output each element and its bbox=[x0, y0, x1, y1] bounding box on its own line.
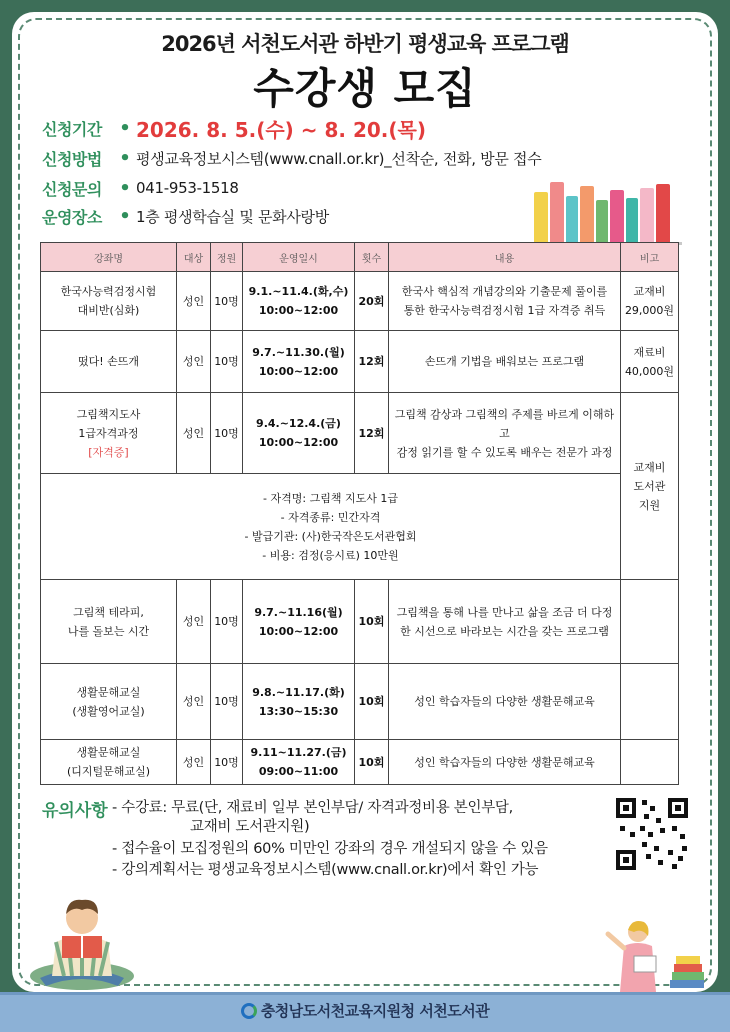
course-note bbox=[621, 664, 679, 740]
course-schedule: 9.7.~11.30.(월) 10:00~12:00 bbox=[243, 331, 355, 393]
course-note: 교재비 29,000원 bbox=[621, 272, 679, 331]
course-content: 그림책 감상과 그림책의 주제를 바르게 이해하고 감정 읽기를 할 수 있도록 배우는 전문가 과정 bbox=[389, 393, 621, 474]
bullet-icon: • bbox=[119, 117, 131, 139]
course-count: 12회 bbox=[355, 393, 389, 474]
footer-org: 충청남도서천교육지원청 서천도서관 bbox=[0, 1000, 730, 1021]
teacher-illustration bbox=[598, 916, 708, 992]
table-row bbox=[41, 740, 679, 785]
course-target: 성인 bbox=[177, 740, 211, 785]
info-label: 신청문의 bbox=[42, 179, 102, 199]
certificate-detail: - 자격명: 그림책 지도사 1급 - 자격종류: 민간자격 - 발급기관: (사)한국작은도서관협회 - 비용: 검정(응시료) 10만원 bbox=[41, 474, 621, 580]
info-label: 신청기간 bbox=[42, 119, 102, 139]
bullet-icon: • bbox=[119, 177, 131, 199]
course-schedule: 9.11~11.27.(금) 09:00~11:00 bbox=[243, 740, 355, 785]
course-target: 성인 bbox=[177, 331, 211, 393]
books-illustration bbox=[532, 176, 682, 242]
course-name: 생활문해교실 (생활영어교실) bbox=[41, 664, 177, 740]
info-value: 1층 평생학습실 및 문화사랑방 bbox=[136, 207, 329, 226]
table-row bbox=[41, 664, 679, 740]
table-row bbox=[41, 272, 679, 331]
col-header: 운영일시 bbox=[243, 243, 355, 272]
info-value: 평생교육정보시스템(www.cnall.or.kr)_선착순, 전화, 방문 접수 bbox=[136, 149, 542, 168]
course-schedule: 9.7.~11.16(월) 10:00~12:00 bbox=[243, 580, 355, 664]
poster-subtitle: 2026년 서천도서관 하반기 평생교육 프로그램 bbox=[161, 32, 569, 56]
course-count: 20회 bbox=[355, 272, 389, 331]
course-capacity: 10명 bbox=[211, 740, 243, 785]
bullet-icon: • bbox=[119, 205, 131, 227]
course-content: 성인 학습자들의 다양한 생활문해교육 bbox=[389, 664, 621, 740]
course-note: 교재비 도서관 지원 bbox=[621, 393, 679, 580]
col-header: 강좌명 bbox=[41, 243, 177, 272]
course-capacity: 10명 bbox=[211, 393, 243, 474]
course-content: 손뜨개 기법을 배워보는 프로그램 bbox=[389, 331, 621, 393]
table-row-detail bbox=[41, 474, 679, 580]
col-header: 횟수 bbox=[355, 243, 389, 272]
info-label: 신청방법 bbox=[42, 149, 102, 169]
col-header: 대상 bbox=[177, 243, 211, 272]
course-target: 성인 bbox=[177, 272, 211, 331]
info-label: 운영장소 bbox=[42, 207, 102, 227]
col-header: 내용 bbox=[389, 243, 621, 272]
library-logo-icon bbox=[241, 1003, 257, 1019]
program-table bbox=[40, 242, 679, 785]
course-note bbox=[621, 740, 679, 785]
course-target: 성인 bbox=[177, 393, 211, 474]
course-capacity: 10명 bbox=[211, 580, 243, 664]
reader-illustration bbox=[22, 880, 142, 992]
info-value: 2026. 8. 5.(수) ~ 8. 20.(목) bbox=[136, 117, 427, 142]
course-schedule: 9.4.~12.4.(금) 10:00~12:00 bbox=[243, 393, 355, 474]
info-method bbox=[42, 145, 541, 171]
course-content: 성인 학습자들의 다양한 생활문해교육 bbox=[389, 740, 621, 785]
qr-code-icon[interactable] bbox=[616, 798, 688, 870]
notice-line: - 수강료: 무료(단, 재료비 일부 본인부담/ 자격과정비용 본인부담, bbox=[112, 800, 513, 816]
course-note: 재료비 40,000원 bbox=[621, 331, 679, 393]
course-capacity: 10명 bbox=[211, 664, 243, 740]
course-note bbox=[621, 580, 679, 664]
course-schedule: 9.8.~11.17.(화) 13:30~15:30 bbox=[243, 664, 355, 740]
course-target: 성인 bbox=[177, 664, 211, 740]
course-count: 12회 bbox=[355, 331, 389, 393]
course-name: 떴다! 손뜨개 bbox=[41, 331, 177, 393]
course-count: 10회 bbox=[355, 580, 389, 664]
info-contact bbox=[42, 175, 239, 201]
notice-line: 교재비 도서관지원) bbox=[190, 819, 310, 835]
course-content: 그림책을 통해 나를 만나고 삶을 조금 더 다정 한 시선으로 바라보는 시간을 갖는 프로그램 bbox=[389, 580, 621, 664]
table-row bbox=[41, 580, 679, 664]
table-row bbox=[41, 331, 679, 393]
info-location bbox=[42, 203, 329, 229]
notice-label: 유의사항 bbox=[42, 801, 108, 821]
col-header: 정원 bbox=[211, 243, 243, 272]
poster-title: 수강생 모집 bbox=[253, 64, 477, 113]
course-target: 성인 bbox=[177, 580, 211, 664]
table-header-row bbox=[41, 243, 679, 272]
course-count: 10회 bbox=[355, 664, 389, 740]
bullet-icon: • bbox=[119, 147, 131, 169]
course-capacity: 10명 bbox=[211, 272, 243, 331]
course-name: 그림책지도사 1급자격과정 [자격증] bbox=[41, 393, 177, 474]
course-name: 그림책 테라피, 나를 돌보는 시간 bbox=[41, 580, 177, 664]
course-count: 10회 bbox=[355, 740, 389, 785]
col-header: 비고 bbox=[621, 243, 679, 272]
footer-divider bbox=[0, 992, 730, 995]
certificate-tag: [자격증] bbox=[88, 445, 129, 459]
notice-line: - 접수율이 모집정원의 60% 미만인 강좌의 경우 개설되지 않을 수 있음 bbox=[112, 841, 548, 857]
course-schedule: 9.1.~11.4.(화,수) 10:00~12:00 bbox=[243, 272, 355, 331]
course-content: 한국사 핵심적 개념강의와 기출문제 풀이를 통한 한국사능력검정시험 1급 자격증 취득 bbox=[389, 272, 621, 331]
info-period bbox=[42, 115, 426, 141]
table-row bbox=[41, 393, 679, 474]
course-name: 생활문해교실 (디지털문해교실) bbox=[41, 740, 177, 785]
notice-line: - 강의계획서는 평생교육정보시스템(www.cnall.or.kr)에서 확인 가능 bbox=[112, 862, 539, 878]
course-capacity: 10명 bbox=[211, 331, 243, 393]
info-value: 041-953-1518 bbox=[136, 179, 239, 197]
course-name: 한국사능력검정시험 대비반(심화) bbox=[41, 272, 177, 331]
